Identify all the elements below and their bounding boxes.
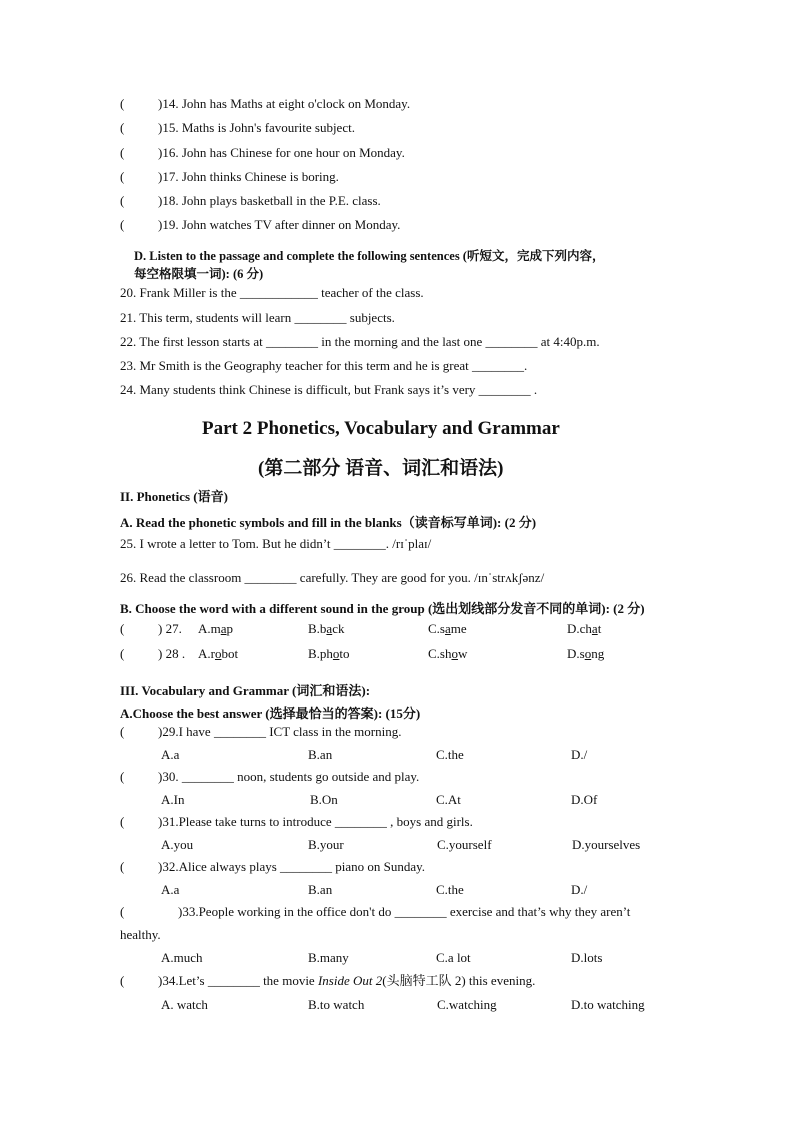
question-28-option-a: A.robot	[198, 646, 239, 661]
question-34-option-d: D.to watching	[571, 997, 645, 1012]
question-22: 22. The first lesson starts at ________ in the morning and the last one ________ at 4:40p.m.	[120, 334, 600, 349]
section-d-heading: D. Listen to the passage and complete the following sentences (听短文，完成下列内容，	[134, 249, 605, 263]
question-16: ( )16. John has Chinese for one hour on Monday.	[120, 145, 405, 160]
question-32-option-c: C.the	[436, 882, 464, 897]
question-27-option-c: C.same	[428, 621, 467, 636]
question-28-paren: ( ) 28 .	[120, 646, 186, 661]
question-24: 24. Many students think Chinese is difficult, but Frank says it’s very ________ .	[120, 382, 538, 397]
question-20: 20. Frank Miller is the ____________ teacher of the class.	[120, 285, 424, 300]
question-31-option-c: C.yourself	[437, 837, 492, 852]
question-23: 23. Mr Smith is the Geography teacher for this term and he is great ________.	[120, 358, 528, 373]
question-29: ( )29.I have ________ ICT class in the morning.	[120, 724, 402, 739]
movie-title: Inside Out 2	[317, 973, 383, 988]
question-33: ( )33.People working in the office don't do ________ exercise and that’s why they aren’t	[120, 904, 631, 919]
question-14: ( )14. John has Maths at eight o'clock on Monday.	[120, 96, 411, 111]
question-34: ( )34.Let’s ________ the movie Inside Out 2(头脑特工队 2) this evening.	[120, 973, 536, 988]
question-27-option-a: A.map	[198, 621, 234, 636]
section-d-heading-cont: 每空格限填一词): (6 分)	[134, 267, 264, 281]
question-15: ( )15. Maths is John's favourite subject.	[120, 120, 355, 135]
question-34-option-b: B.to watch	[308, 997, 365, 1012]
phonetics-b-heading: B. Choose the word with a different sound in the group (选出划线部分发音不同的单词): (2 分)	[120, 601, 645, 616]
question-31-option-d: D.yourselves	[572, 837, 641, 852]
question-29-option-a: A.a	[161, 747, 180, 762]
question-30: ( )30. ________ noon, students go outside and play.	[120, 769, 420, 784]
vocab-a-heading: A.Choose the best answer (选择最恰当的答案): (15分)	[120, 706, 421, 721]
question-31: ( )31.Please take turns to introduce ________ , boys and girls.	[120, 814, 473, 829]
phonetics-heading: II. Phonetics (语音)	[120, 489, 228, 504]
question-28-option-c: C.show	[428, 646, 468, 661]
question-33-option-b: B.many	[308, 950, 349, 965]
question-19: ( )19. John watches TV after dinner on Monday.	[120, 217, 401, 232]
question-34-option-a: A. watch	[161, 997, 208, 1012]
question-33-cont: healthy.	[120, 927, 161, 942]
part-2-title: Part 2 Phonetics, Vocabulary and Grammar	[202, 418, 560, 439]
question-33-option-d: D.lots	[571, 950, 603, 965]
question-27-paren: ( ) 27.	[120, 621, 182, 636]
question-31-option-b: B.your	[308, 837, 344, 852]
question-29-option-d: D./	[571, 747, 588, 762]
question-32: ( )32.Alice always plays ________ piano on Sunday.	[120, 859, 426, 874]
question-28-option-d: D.song	[567, 646, 605, 661]
question-28-option-b: B.photo	[308, 646, 350, 661]
question-27-option-b: B.back	[308, 621, 345, 636]
question-33-option-c: C.a lot	[436, 950, 471, 965]
question-30-option-a: A.In	[161, 792, 185, 807]
question-32-option-a: A.a	[161, 882, 180, 897]
question-17: ( )17. John thinks Chinese is boring.	[120, 169, 339, 184]
question-32-option-b: B.an	[308, 882, 333, 897]
question-25: 25. I wrote a letter to Tom. But he didn’t ________. /rɪˈplaɪ/	[120, 536, 432, 551]
question-30-option-b: B.On	[310, 792, 338, 807]
question-27-option-d: D.chat	[567, 621, 602, 636]
question-18: ( )18. John plays basketball in the P.E. class.	[120, 193, 381, 208]
question-21: 21. This term, students will learn ________ subjects.	[120, 310, 395, 325]
question-31-option-a: A.you	[161, 837, 194, 852]
vocab-heading: III. Vocabulary and Grammar (词汇和语法):	[120, 683, 371, 698]
question-26: 26. Read the classroom ________ carefully. They are good for you. /ɪnˈstrʌkʃənz/	[120, 570, 545, 585]
question-34-option-c: C.watching	[437, 997, 497, 1012]
question-30-option-c: C.At	[436, 792, 461, 807]
question-30-option-d: D.Of	[571, 792, 598, 807]
question-32-option-d: D./	[571, 882, 588, 897]
question-29-option-c: C.the	[436, 747, 464, 762]
phonetics-a-heading: A. Read the phonetic symbols and fill in the blanks（读音标写单词): (2 分)	[120, 515, 537, 530]
part-2-subtitle: (第二部分 语音、词汇和语法)	[258, 458, 504, 479]
question-29-option-b: B.an	[308, 747, 333, 762]
question-33-option-a: A.much	[161, 950, 203, 965]
